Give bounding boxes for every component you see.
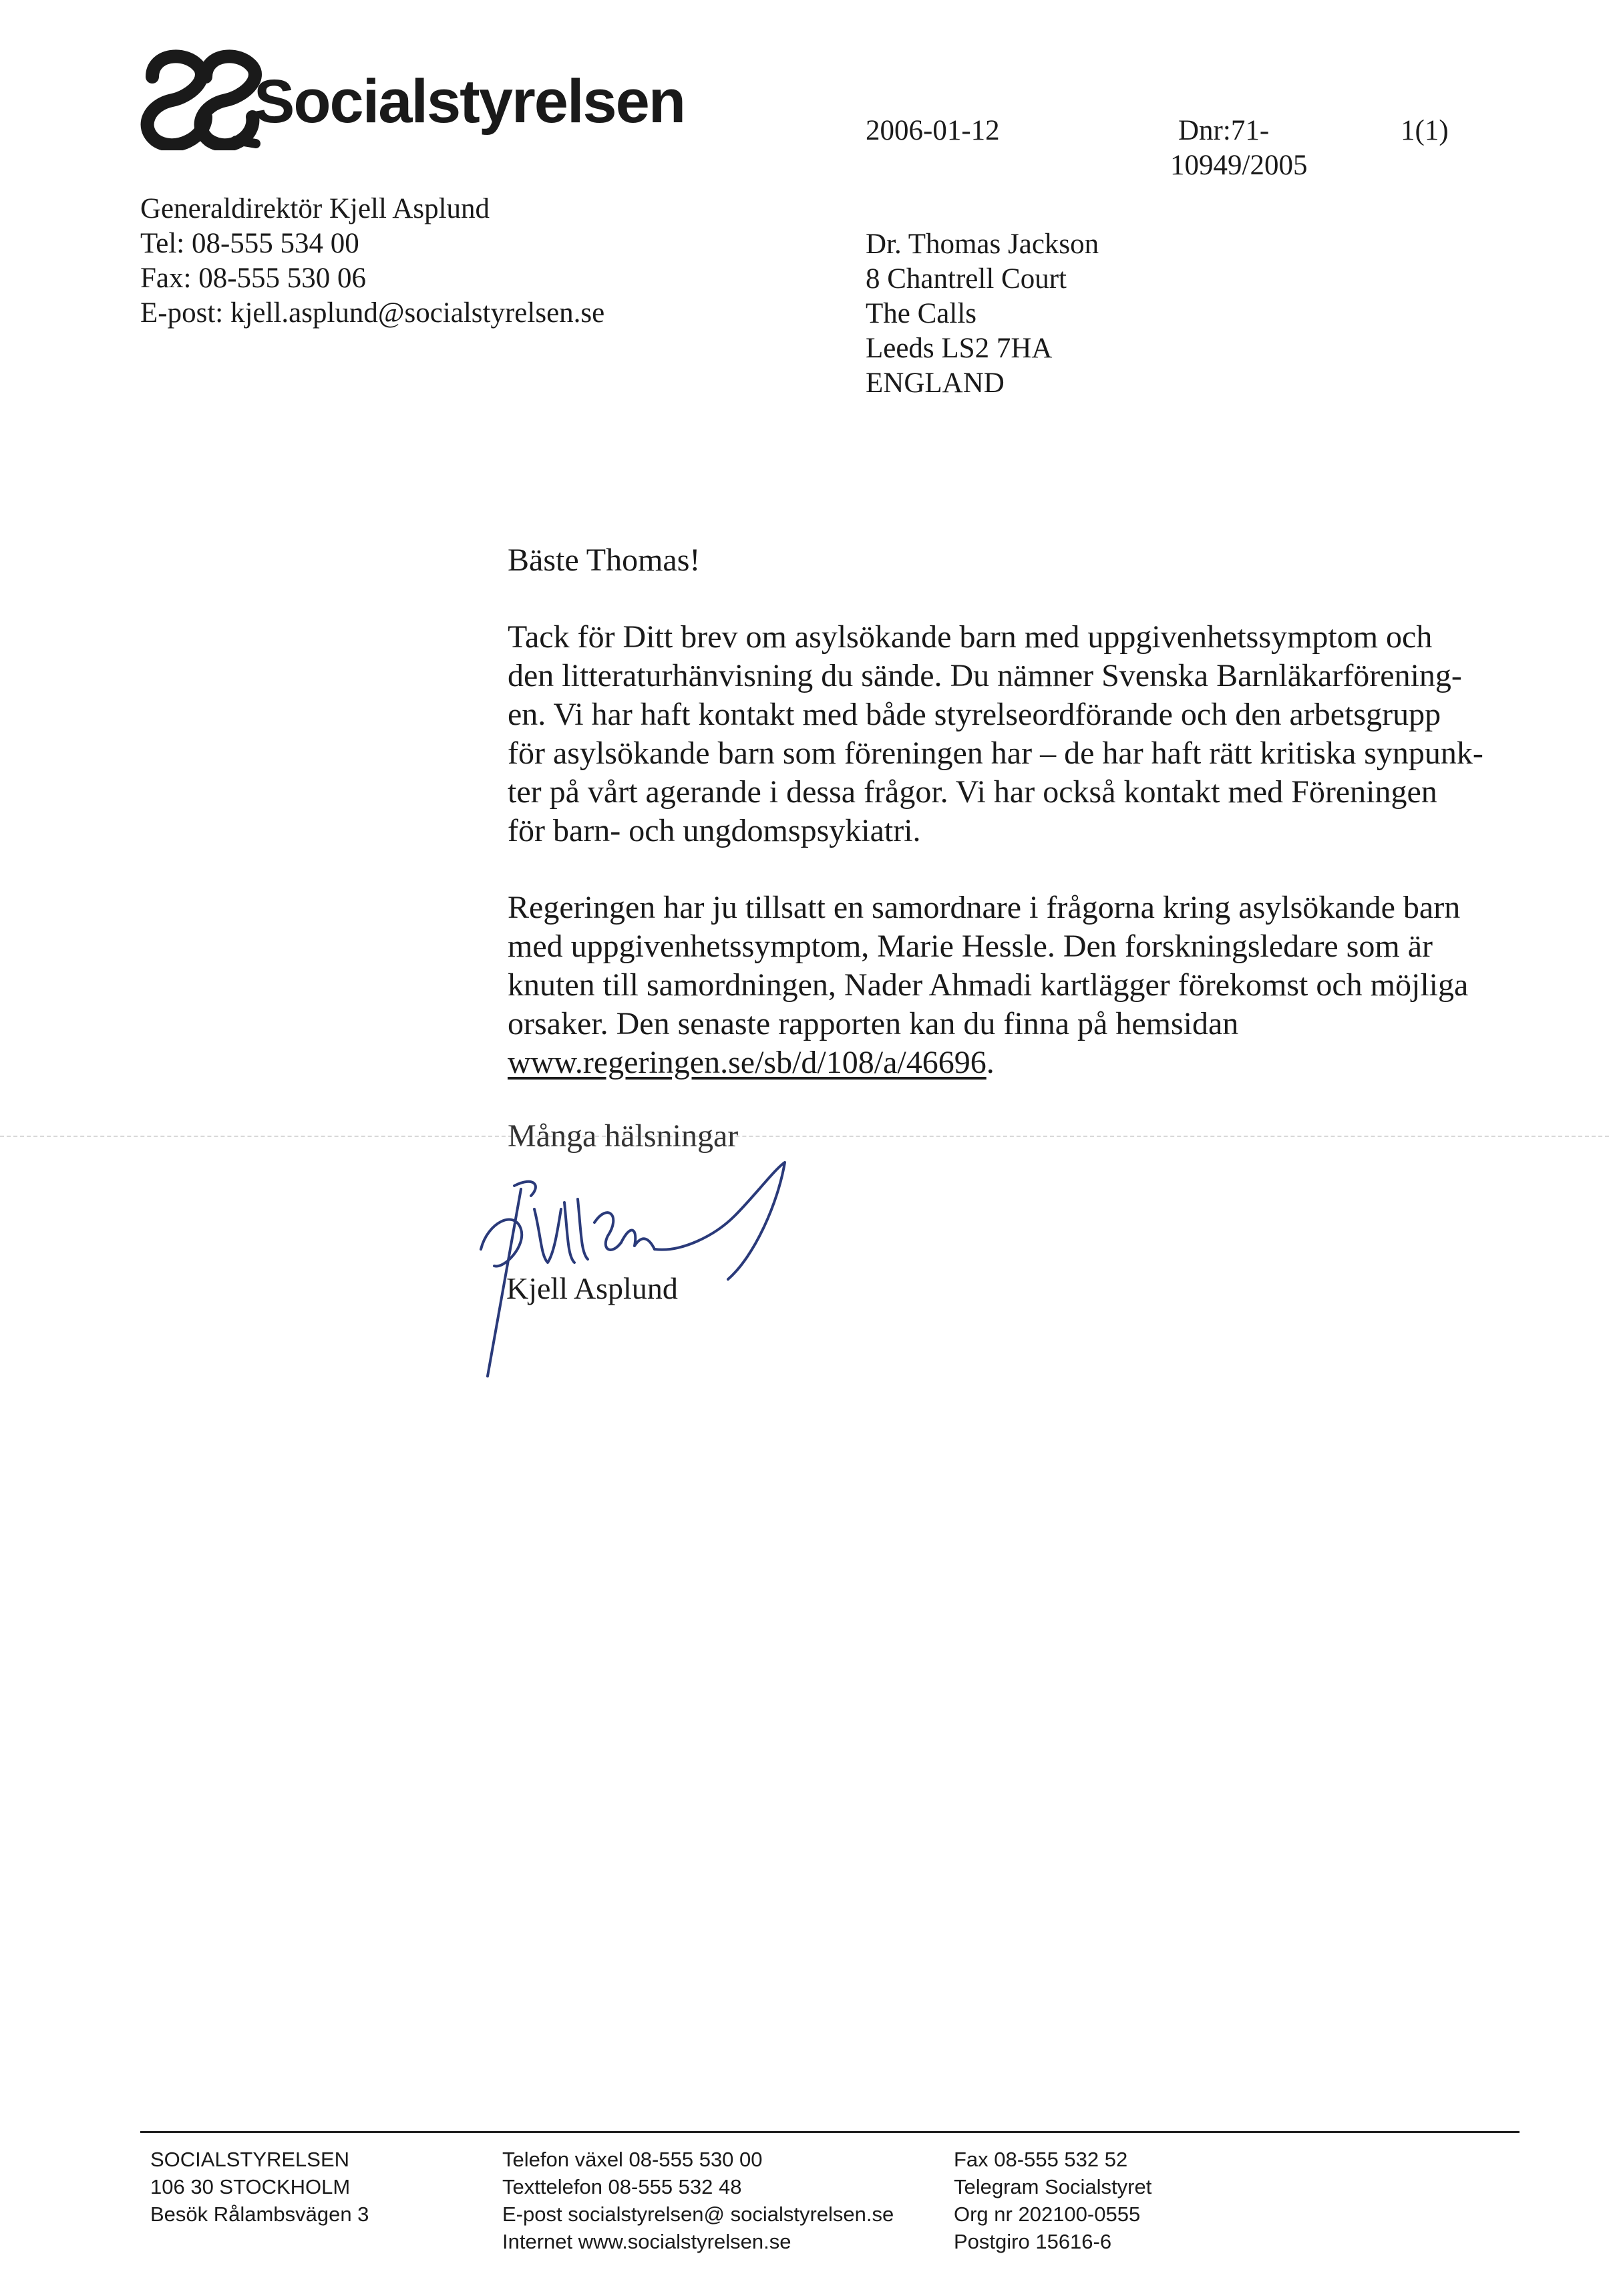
footer-col2-line: E-post socialstyrelsen@ socialstyrelsen.se	[502, 2202, 894, 2226]
footer-col3-line: Fax 08-555 532 52	[954, 2148, 1128, 2171]
footer-col1-line: SOCIALSTYRELSEN	[150, 2148, 350, 2171]
body-p1-line: Tack för Ditt brev om asylsökande barn med uppgivenhetssymptom och	[508, 619, 1433, 655]
footer-col2-line: Texttelefon 08-555 532 48	[502, 2175, 742, 2198]
footer-col2-line: Telefon växel 08-555 530 00	[502, 2148, 763, 2171]
footer-col3-line: Org nr 202100-0555	[954, 2202, 1141, 2226]
body-p2-line: Regeringen har ju tillsatt en samordnare i frågorna kring asylsökande barn	[508, 890, 1461, 925]
body-p2-line: med uppgivenhetssymptom, Marie Hessle. Den forskningsledare som är	[508, 929, 1433, 964]
page-number: 1(1)	[1401, 115, 1449, 146]
recipient-country: ENGLAND	[866, 367, 1005, 399]
footer-col2-line: Internet www.socialstyrelsen.se	[502, 2230, 791, 2253]
signatory-name: Kjell Asplund	[506, 1271, 678, 1305]
body-p1-line: en. Vi har haft kontakt med både styrelseordförande och den arbetsgrupp	[508, 697, 1441, 732]
closing: Många hälsningar	[508, 1118, 739, 1154]
letter-date: 2006-01-12	[866, 115, 1000, 146]
dnr-line-2: 10949/2005	[1170, 150, 1308, 181]
footer-col3-line: Postgiro 15616-6	[954, 2230, 1112, 2253]
sender-fax: Fax: 08-555 530 06	[140, 263, 367, 294]
salutation: Bäste Thomas!	[508, 542, 701, 578]
footer-col1-line: 106 30 STOCKHOLM	[150, 2175, 351, 2198]
link-suffix: .	[986, 1045, 995, 1080]
recipient-area: The Calls	[866, 298, 976, 329]
footer-col1-line: Besök Rålambsvägen 3	[150, 2202, 369, 2226]
dnr-line-1: Dnr:71-	[1178, 115, 1270, 146]
body-p1-line: ter på vårt agerande i dessa frågor. Vi har också kontakt med Föreningen	[508, 774, 1437, 810]
body-p1-line: för asylsökande barn som föreningen har – de har haft rätt kritiska synpunk-	[508, 735, 1483, 771]
regeringen-link[interactable]: www.regeringen.se/sb/d/108/a/46696	[508, 1045, 987, 1080]
body-p2-line: knuten till samordningen, Nader Ahmadi kartlägger förekomst och möjliga	[508, 967, 1469, 1003]
footer-rule	[140, 2131, 1519, 2133]
handwritten-signature	[441, 1136, 815, 1389]
body-link-line	[508, 1043, 995, 1082]
body-p2-line: orsaker. Den senaste rapporten kan du finna på hemsidan	[508, 1006, 1239, 1041]
logo-wordmark: Socialstyrelsen	[254, 67, 685, 136]
sender-tel: Tel: 08-555 534 00	[140, 228, 359, 259]
body-p1-line: den litteraturhänvisning du sände. Du nämner Svenska Barnläkarförening-	[508, 658, 1462, 693]
footer-col3-line: Telegram Socialstyret	[954, 2175, 1152, 2198]
recipient-street: 8 Chantrell Court	[866, 263, 1067, 295]
sender-email: E-post: kjell.asplund@socialstyrelsen.se	[140, 297, 605, 329]
body-p1-line: för barn- och ungdomspsykiatri.	[508, 813, 921, 848]
recipient-name: Dr. Thomas Jackson	[866, 228, 1099, 260]
recipient-city: Leeds LS2 7HA	[866, 333, 1053, 364]
sender-title-name: Generaldirektör Kjell Asplund	[140, 193, 490, 224]
